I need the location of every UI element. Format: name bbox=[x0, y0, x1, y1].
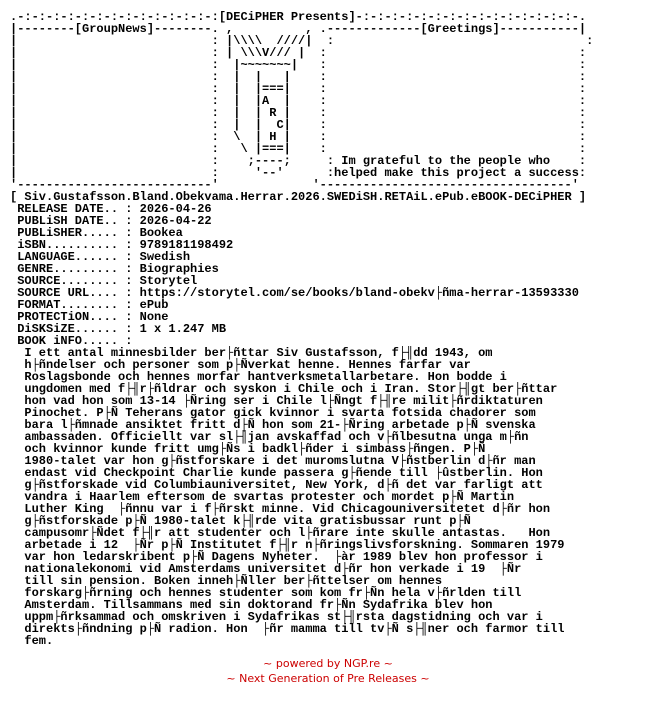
nfo-line: hon vad hon som 13-14 ├Ñring ser i Chile l├Ñngt f├╢re milit├ñrdiktaturen bbox=[10, 394, 543, 408]
nfo-line: Roslagsbonde och hennes morfar hantverksmetallarbetare. Hon bodde i bbox=[10, 370, 507, 384]
nfo-line: var hon ledarskribent p├Ñ Dagens Nyheter. ├àr 1989 blev hon professor i bbox=[10, 550, 543, 564]
nfo-line: Pinochet. P├Ñ Teherans gator gick kvinnor i svarta fotsida chadorer som bbox=[10, 406, 536, 420]
nfo-line: | : |\\\\ ////| : : bbox=[10, 34, 594, 48]
nfo-line: vandra i Haarlem eftersom de svartas protester och mordet p├Ñ Martin bbox=[10, 490, 515, 504]
nfo-line: till sin pension. Boken inneh├Ñller ber├ñttelser om hennes bbox=[10, 574, 443, 588]
nfo-line: och kvinnor kunde fritt umg├Ñs i badkl├ñder i simbass├ñngen. P├Ñ bbox=[10, 442, 486, 456]
nfo-line: RELEASE DATE.. : 2026-04-26 bbox=[10, 202, 212, 216]
nfo-line: [ Siv.Gustafsson.Bland.Obekvama.Herrar.2026.SWEDiSH.RETAiL.ePub.eBOOK-DECiPHER ] bbox=[10, 190, 587, 204]
nfo-line: nationalekonomi vid Amsterdams universitet d├ñr hon verkade i 19 ├Ñr bbox=[10, 562, 522, 576]
nfo-line: |--------[GroupNews]--------. , , .-------------[Greetings]-----------| bbox=[10, 22, 587, 36]
nfo-line: | : ;----; : Im grateful to the people who : bbox=[10, 154, 587, 168]
nfo-line: PUBLiSHER..... : Bookea bbox=[10, 226, 183, 240]
nfo-line: GENRE......... : Biographies bbox=[10, 262, 219, 276]
nfo-text bbox=[10, 11, 593, 647]
nfo-line: direkts├ñndning p├Ñ radion. Hon ├ñr mamma till tv├Ñ s├╢ner och farmor till bbox=[10, 622, 565, 636]
powered-by-link[interactable]: ~ powered by NGP.re ~ bbox=[263, 657, 393, 670]
nfo-line: | : | |A | : : bbox=[10, 94, 587, 108]
nfo-line: | : |~~~~~~~| : : bbox=[10, 58, 587, 72]
footer bbox=[0, 656, 656, 686]
nfo-line: campusomr├Ñdet f├╢r att studenter och l├ñrare inte skulle antastas. Hon bbox=[10, 526, 551, 540]
nfo-line: I ett antal minnesbilder ber├ñttar Siv Gustafsson, f├╢dd 1943, om bbox=[10, 346, 493, 360]
nfo-line: | : | | R | : : bbox=[10, 106, 587, 120]
nfo-line: | : | | | : : bbox=[10, 70, 587, 84]
nfo-line: PUBLiSH DATE.. : 2026-04-22 bbox=[10, 214, 212, 228]
nfo-line: g├ñstforskade p├Ñ 1980-talet k├╢rde vita gratisbussar runt p├Ñ bbox=[10, 514, 471, 528]
nfo-line: | : \ | H | : : bbox=[10, 130, 587, 144]
nfo-line: SOURCE........ : Storytel bbox=[10, 274, 198, 288]
nfo-line: | : | | C| : : bbox=[10, 118, 587, 132]
nfo-line: fem. bbox=[10, 634, 54, 648]
nfo-line: Luther King ├ñnnu var i f├ñrskt minne. Vid Chicagouniversitetet d├ñr hon bbox=[10, 502, 551, 516]
nfo-line: | : \ |===| : : bbox=[10, 142, 587, 156]
nfo-line: PROTECTiON.... : None bbox=[10, 310, 169, 324]
nfo-line: arbetade i 12 ├Ñr p├Ñ Institutet f├╢r n├ñringslivsforskning. Sommaren 1979 bbox=[10, 538, 565, 552]
nfo-line: forskarg├ñrning och hennes studenter som kom fr├Ñn hela v├ñrlden till bbox=[10, 586, 522, 600]
nfo-line: '---------------------------' '-----------------------------------' bbox=[10, 178, 579, 192]
nfo-line: 1980-talet var hon g├ñstforskare i det muromslutna V├ñstberlin d├ñr man bbox=[10, 454, 536, 468]
nfo-line: | : | \\\V/// | : : bbox=[10, 46, 587, 60]
footer-tagline: ~ Next Generation of Pre Releases ~ bbox=[226, 672, 430, 685]
nfo-line: BOOK iNFO..... : bbox=[10, 334, 133, 348]
nfo-line: ambassaden. Officiellt var sl├╢jan avskaffad och v├ñlbesutna unga m├ñn bbox=[10, 430, 529, 444]
nfo-line: LANGUAGE...... : Swedish bbox=[10, 250, 191, 264]
nfo-line: iSBN.......... : 9789181198492 bbox=[10, 238, 234, 252]
nfo-line: ungdomen med f├╢r├ñldrar och syskon i Chile och i Iran. Stor├╢gt ber├ñttar bbox=[10, 382, 558, 396]
nfo-line: bara l├ñmnade ansiktet fritt d├Ñ hon som 21-├Ñring arbetade p├Ñ svenska bbox=[10, 418, 536, 432]
nfo-line: Amsterdam. Tillsammans med sin doktorand fr├Ñn Sydafrika blev hon bbox=[10, 598, 493, 612]
nfo-line: g├ñstforskade vid Columbiauniversitet, New York, d├ñ det var farligt att bbox=[10, 478, 543, 492]
nfo-line: FORMAT........ : ePub bbox=[10, 298, 169, 312]
nfo-line: SOURCE URL.... : https://storytel.com/se/books/bland-obekv├ñma-herrar-13593330 bbox=[10, 286, 579, 300]
nfo-line: uppm├ñrksammad och omskriven i Sydafrikas st├╢rsta dagstidning och var i bbox=[10, 610, 543, 624]
nfo-line: h├ñndelser och personer som p├Ñverkat henne. Hennes farfar var bbox=[10, 358, 471, 372]
nfo-line: endast vid Checkpoint Charlie kunde passera g├ñende till ├ûstberlin. Hon bbox=[10, 466, 543, 480]
nfo-line: .-:-:-:-:-:-:-:-:-:-:-:-:-:-:[DECiPHER Presents]-:-:-:-:-:-:-:-:-:-:-:-:-:-:-:-. bbox=[10, 10, 587, 24]
nfo-line: | : | |===| : : bbox=[10, 82, 587, 96]
nfo-line: | : '--' :helped make this project a success: bbox=[10, 166, 587, 180]
nfo-line: DiSKSiZE...... : 1 x 1.247 MB bbox=[10, 322, 227, 336]
